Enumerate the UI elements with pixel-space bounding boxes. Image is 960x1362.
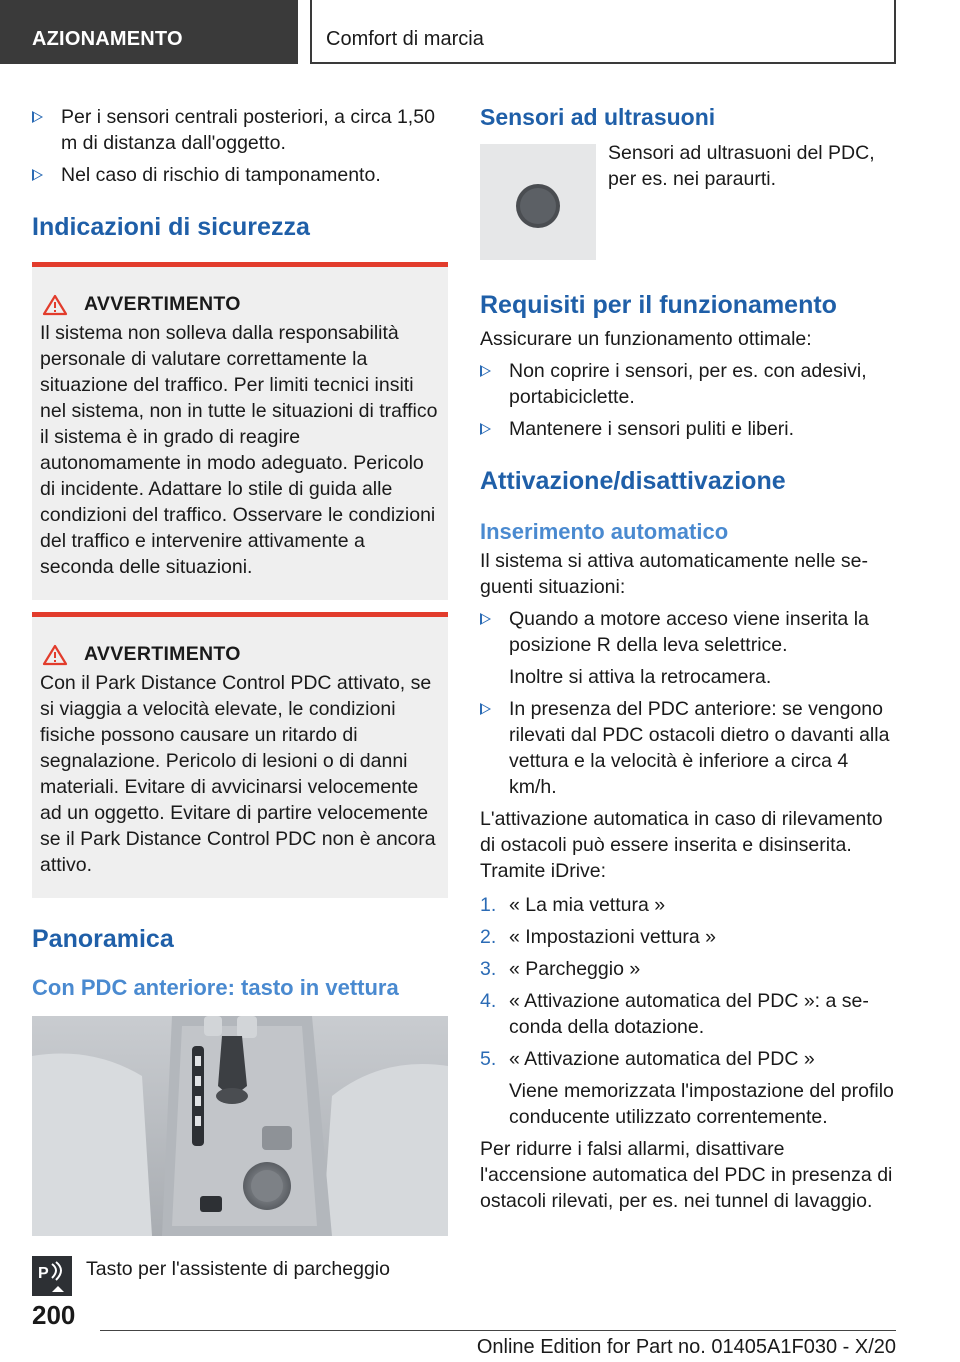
list-item: Non coprire i sensori, per es. con adesivi, portabiciclette. <box>480 358 896 410</box>
list-item: 1. « La mia vettura » <box>480 894 666 916</box>
list-item: 5. « Attivazione automatica del PDC » <box>480 1048 815 1070</box>
right-column <box>480 100 896 1214</box>
ultrasonic-figure-row <box>480 144 896 260</box>
list-item: Quando a motore acceso viene inserita la posizione R della leva selettrice. <box>480 606 896 658</box>
ultrasonic-sensor-icon <box>480 144 596 260</box>
section-title-requirements: Requisiti per il funzionamento <box>480 291 837 319</box>
ultrasonic-caption: Sensori ad ultrasuoni del PDC, per es. nei paraurti. <box>608 142 875 190</box>
triangle-bullet-icon <box>32 169 43 181</box>
header-chapter-label: Comfort di marcia <box>326 28 484 50</box>
closing-paragraph: Per ridurre i falsi allarmi, disattivare l'accensione automatica del PDC in presenza di ostacoli rilevati, per es. nei tunnel di lavaggio. <box>480 1138 893 1212</box>
steps-list <box>480 892 896 1130</box>
list-item: Per i sensori centrali posteriori, a circa 1,50 m di distanza dall'oggetto. <box>32 104 448 156</box>
subsection-title-auto: Inserimento automatico <box>480 519 729 544</box>
triangle-bullet-icon <box>480 613 491 625</box>
header-section-label: AZIONAMENTO <box>32 28 183 50</box>
left-column <box>32 100 448 1296</box>
auto-paragraph: L'attivazione automatica in caso di rilevamento di ostacoli può essere inserita e disinserita. Tramite iDrive: <box>480 808 883 882</box>
section-title-safety: Indicazioni di sicurezza <box>32 213 310 241</box>
center-console-photo <box>32 1016 448 1236</box>
warning-text: Con il Park Distance Control PDC attivato, se si viaggia a velocità elevate, le condizioni fisiche possono causare un ritardo di segnalazione. Pericolo di lesioni o di danni materiali. Evitare di avvicinarsi velocemente ad un oggetto. Evitare di partire velocemente se il Park Distance Control PDC non è ancora attivo. <box>40 672 436 876</box>
list-item: 3. « Parcheggio » <box>480 958 641 980</box>
header-section-tab <box>0 0 298 64</box>
warning-text: Il sistema non solleva dalla responsabilità personale di valutare correttamente la situazione del traffico. Per limiti tecnici insiti nel sistema, non in tutte le situazioni di traffico il sistema è in grado di reagire autonomamente in modo adeguato. Pericolo di incidente. Adattare lo stile di guida alle condizioni del traffico. Osservare le condizioni del traffico e intervenire attivamente a seconda delle situazioni. <box>40 322 438 578</box>
edition-label: Online Edition for Part no. 01405A1F030 - X/20 <box>476 1336 896 1358</box>
warning-triangle-icon <box>42 644 68 666</box>
warning-box <box>32 612 448 898</box>
parking-assistant-button-icon <box>32 1256 72 1296</box>
requirements-intro: Assicurare un funzionamento ottimale: <box>480 328 812 350</box>
triangle-bullet-icon <box>480 423 491 435</box>
warning-box <box>32 262 448 600</box>
list-item: In presenza del PDC anteriore: se vengono rilevati dal PDC ostacoli dietro o davanti alla vettura e la velocità è inferiore a circa 4 km/h. <box>480 696 896 800</box>
section-title-ultrasonic: Sensori ad ultrasuoni <box>480 104 716 130</box>
section-title-activation: Attivazione/disattivazione <box>480 467 786 495</box>
list-item: 2. « Impostazioni vettura » <box>480 926 717 948</box>
list-item: Nel caso di rischio di tamponamento. <box>32 162 448 188</box>
svg-text:P: P <box>38 1265 49 1282</box>
warning-header <box>40 293 438 316</box>
warning-header <box>40 643 438 666</box>
auto-intro: Il sistema si attiva automaticamente nelle seguenti situazioni: <box>480 550 869 598</box>
triangle-bullet-icon <box>32 111 43 123</box>
step-note: Viene memorizzata l'impostazione del profilo conducente utilizzato correntemente. <box>509 1080 894 1128</box>
page-number: 200 <box>32 1300 76 1330</box>
warning-triangle-icon <box>42 294 68 316</box>
triangle-bullet-icon <box>480 703 491 715</box>
section-title-overview: Panoramica <box>32 925 174 953</box>
list-item: 4. « Attivazione automatica del PDC »: a seconda della dotazione. <box>480 990 869 1038</box>
ultrasonic-sensor-photo <box>480 144 596 260</box>
warning-label: AVVERTIMENTO <box>84 293 241 315</box>
warning-label: AVVERTIMENTO <box>84 643 241 665</box>
triangle-bullet-icon <box>480 365 491 377</box>
list-item: Mantenere i sensori puliti e liberi. <box>480 416 896 442</box>
subsection-title-front-pdc: Con PDC anteriore: tasto in vettura <box>32 975 399 1000</box>
button-caption-row <box>32 1256 448 1296</box>
header-chapter-tab <box>310 0 896 64</box>
footer-divider <box>100 1330 896 1331</box>
button-caption: Tasto per l'assistente di parcheggio <box>86 1258 390 1280</box>
auto-bullet-note: Inoltre si attiva la retrocamera. <box>509 666 772 688</box>
center-console-illustration <box>32 1016 448 1236</box>
